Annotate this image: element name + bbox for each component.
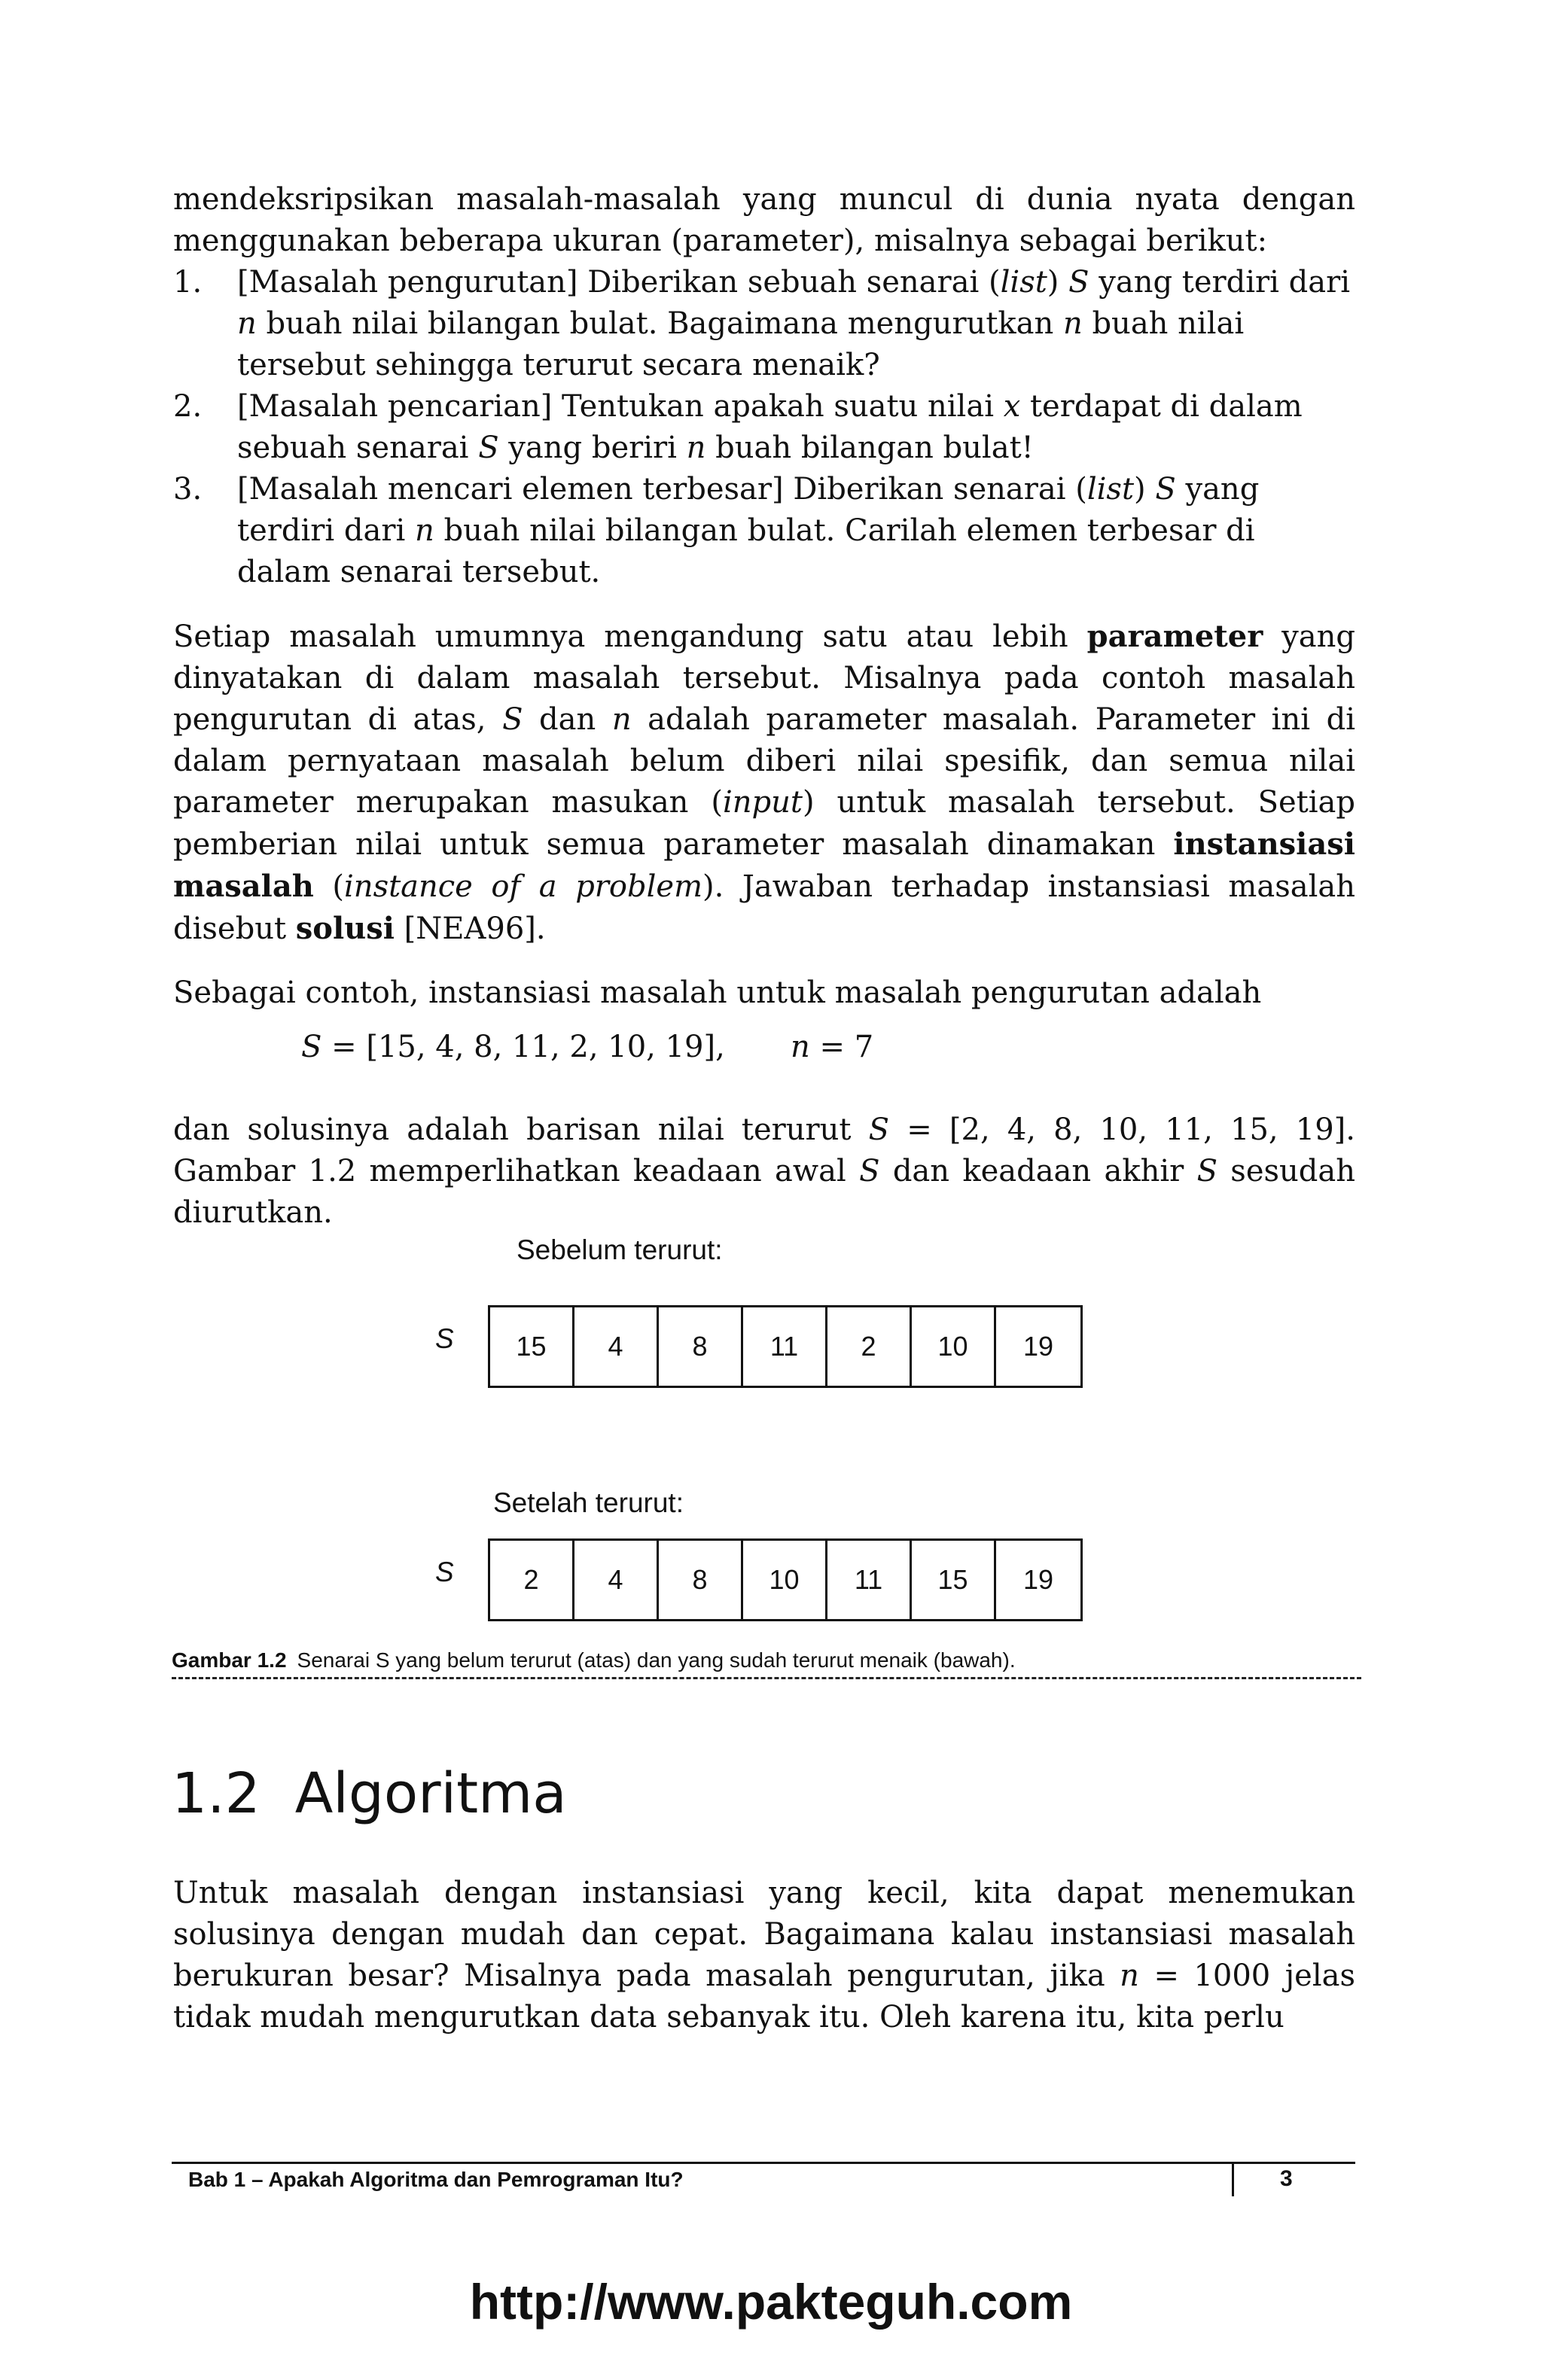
list-item [173, 262, 1355, 386]
array-name-before: S [435, 1323, 454, 1354]
footer-divider [1232, 2163, 1234, 2196]
array-cell: 19 [1022, 1331, 1054, 1362]
instance-equation-n: n = 7 [791, 1030, 874, 1064]
algoritma-paragraph: Untuk masalah dengan instansiasi yang kecil, kita dapat menemukan solusinya dengan mudah dan cepat. Bagaimana kalau instansiasi masalah berukuran besar? Misalnya pada masalah pengurutan, jika n = 1000 jelas tidak mudah mengurutkan data sebanyak itu. Oleh karena itu, kita perlu [173, 1876, 1355, 2035]
parameter-paragraph: Setiap masalah umumnya mengandung satu atau lebih parameter yang dinyatakan di dalam masalah tersebut. Misalnya pada contoh masalah pengurutan di atas, S dan n adalah parameter masalah. Parameter ini di dalam pernyataan masalah belum diberi nilai spesifik, dan semua nilai parameter merupakan masukan (input) untuk masalah tersebut. Setiap pemberian nilai untuk semua parameter masalah dinamakan instansiasi masalah (instance of a problem). Jawaban terhadap instansiasi masalah disebut solusi [NEA96]. [173, 619, 1355, 946]
caption-text: Senarai S yang belum terurut (atas) dan yang sudah terurut menaik (bawah). [297, 1648, 1016, 1672]
array-cell: 15 [912, 1541, 996, 1619]
list-item [173, 386, 1355, 469]
array-cell: 4 [574, 1307, 659, 1386]
array-cell: 10 [743, 1541, 827, 1619]
array-cell: 10 [912, 1307, 996, 1386]
array-after [488, 1538, 1083, 1621]
after-label: Setelah terurut: [493, 1487, 684, 1518]
instance-equation-s: S = [15, 4, 8, 11, 2, 10, 19], [301, 1030, 725, 1064]
page-number: 3 [1280, 2166, 1293, 2191]
watermark-url: http://www.pakteguh.com [469, 2274, 1073, 2330]
before-label: Sebelum terurut: [517, 1234, 723, 1265]
list-number: 3. [173, 472, 203, 507]
section-number: 1.2 [172, 1761, 261, 1826]
array-cell: 4 [574, 1541, 659, 1619]
figure-caption [172, 1648, 1361, 1679]
array-name-after: S [435, 1557, 454, 1587]
array-cell: 19 [1022, 1564, 1054, 1595]
intro-paragraph: mendeksripsikan masalah-masalah yang muncul di dunia nyata dengan menggunakan beberapa ukuran (parameter), misalnya sebagai berikut: [173, 182, 1355, 258]
array-cell: 2 [827, 1307, 912, 1386]
array-cell: 8 [659, 1307, 743, 1386]
list-number: 1. [173, 265, 203, 300]
section-heading [172, 1761, 567, 1826]
example-paragraph: Sebagai contoh, instansiasi masalah untuk masalah pengurutan adalah [173, 975, 1262, 1010]
array-before [488, 1305, 1083, 1388]
list-text: [Masalah mencari elemen terbesar] Diberikan senarai (list) S yang terdiri dari n buah nilai bilangan bulat. Carilah elemen terbesar di dalam senarai tersebut. [237, 472, 1260, 589]
problem-list [173, 262, 1355, 593]
section-title: Algoritma [294, 1761, 567, 1826]
array-cell: 2 [490, 1541, 574, 1619]
list-text: [Masalah pengurutan] Diberikan sebuah senarai (list) S yang terdiri dari n buah nilai bilangan bulat. Bagaimana mengurutkan n buah nilai tersebut sehingga terurut secara menaik? [237, 265, 1351, 382]
array-cell: 15 [490, 1307, 574, 1386]
solution-paragraph: dan solusinya adalah barisan nilai terurut S = [2, 4, 8, 10, 11, 15, 19]. Gambar 1.2 memperlihatkan keadaan awal S dan keadaan akhir S sesudah diurutkan. [173, 1112, 1356, 1230]
array-cell: 8 [659, 1541, 743, 1619]
list-item [173, 469, 1355, 593]
list-text: [Masalah pencarian] Tentukan apakah suatu nilai x terdapat di dalam sebuah senarai S yang beriri n buah bilangan bulat! [237, 389, 1303, 465]
list-number: 2. [173, 389, 203, 424]
array-cell: 11 [827, 1541, 912, 1619]
footer-rule [172, 2162, 1355, 2164]
caption-label: Gambar 1.2 [172, 1648, 287, 1672]
array-cell: 11 [743, 1307, 827, 1386]
footer-chapter: Bab 1 – Apakah Algoritma dan Pemrograman Itu? [188, 2168, 684, 2191]
